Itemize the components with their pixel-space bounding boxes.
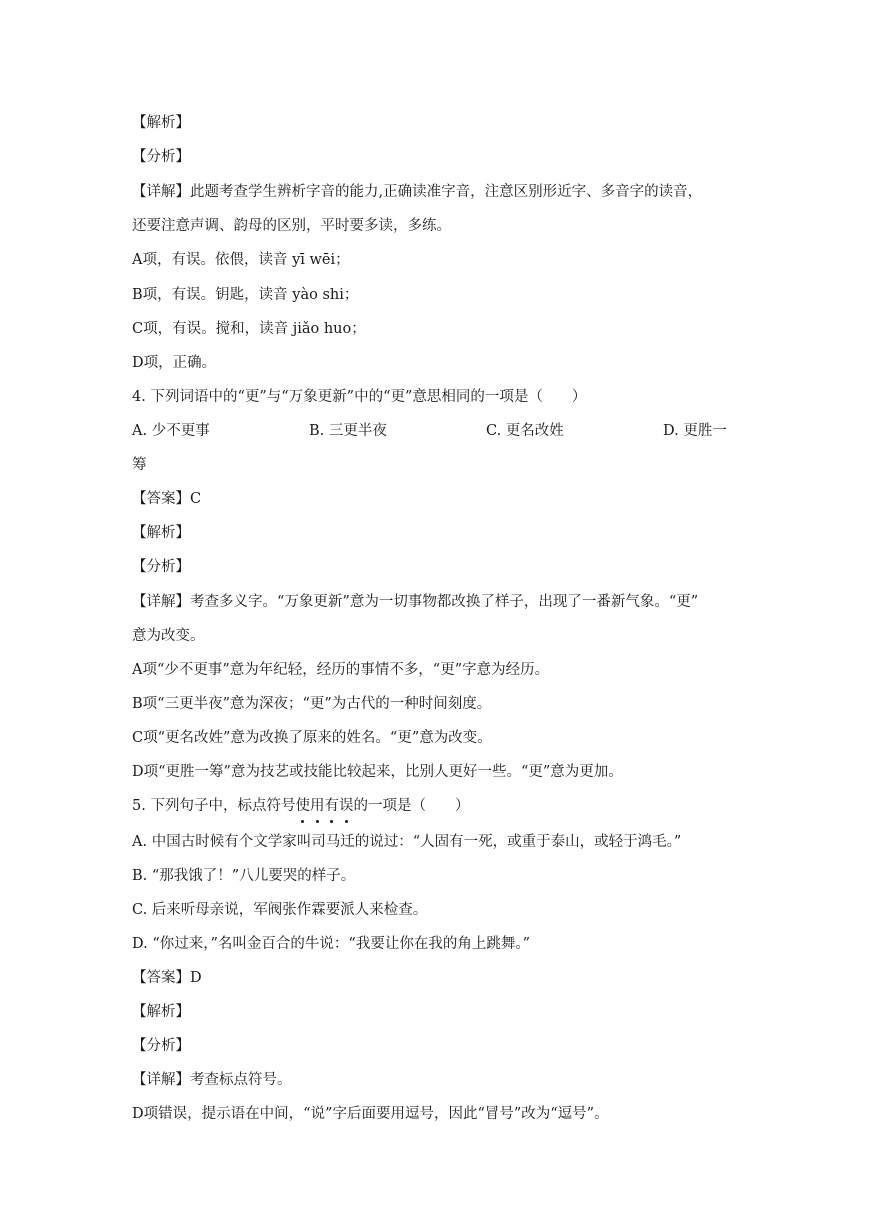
question-4-option-d: D. 更胜一 bbox=[663, 423, 727, 439]
option-explanation-a: A项，有误。依偎，读音 yī wēi； bbox=[132, 252, 350, 268]
question-4-option-a: A. 少不更事 bbox=[132, 423, 210, 439]
detail-paragraph-line: 【详解】考查多义字。“万象更新”意为一切事物都改换了样子，出现了一番新气象。“更” bbox=[132, 594, 699, 610]
question-5-stem-prefix: 5. 下列句子中，标点符号 bbox=[132, 798, 296, 814]
option-explanation-b: B项“三更半夜”意为深夜；“更”为古代的一种时间刻度。 bbox=[132, 696, 492, 712]
emphasis-dotted-char: 使 bbox=[295, 798, 310, 814]
detail-paragraph-line: 【详解】考查标点符号。 bbox=[132, 1072, 292, 1088]
option-explanation-c: C项，有误。搅和，读音 jiǎo huo； bbox=[132, 321, 366, 337]
question-5-option-a: A. 中国古时候有个文学家叫司马迁的说过：“人固有一死，或重于泰山，或轻于鸿毛。” bbox=[132, 834, 682, 850]
section-analysis-heading: 【解析】 bbox=[132, 1004, 190, 1020]
detail-paragraph-line: D项错误，提示语在中间，“说”字后面要用逗号，因此“冒号”改为“逗号”。 bbox=[132, 1106, 609, 1122]
question-5-stem bbox=[132, 796, 469, 816]
answer-line: 【答案】D bbox=[132, 970, 202, 986]
emphasis-dotted-char: 有 bbox=[324, 798, 339, 814]
question-4-stem: 4. 下列词语中的“更”与“万象更新”中的“更”意思相同的一项是（ ） bbox=[132, 389, 587, 405]
question-5-option-d: D. “你过来，”名叫金百合的牛说：“我要让你在我的角上跳舞。” bbox=[132, 936, 530, 952]
section-breakdown-heading: 【分析】 bbox=[132, 1038, 190, 1054]
option-explanation-c: C项“更名改姓”意为改换了原来的姓名。“更”意为改变。 bbox=[132, 730, 492, 746]
option-explanation-a: A项“少不更事”意为年纪轻，经历的事情不多，“更”字意为经历。 bbox=[132, 662, 550, 678]
detail-paragraph-line: 意为改变。 bbox=[132, 628, 205, 644]
section-analysis-heading: 【解析】 bbox=[132, 115, 190, 131]
question-4-option-b: B. 三更半夜 bbox=[309, 423, 387, 439]
detail-paragraph-line: 【详解】此题考查学生辨析字音的能力,正确读准字音，注意区别形近字、多音字的读音， bbox=[132, 184, 703, 200]
emphasis-dotted-char: 误 bbox=[338, 798, 354, 814]
question-4-option-d-continuation: 筹 bbox=[132, 457, 147, 473]
question-5-option-b: B. “那我饿了！”八儿要哭的样子。 bbox=[132, 868, 356, 884]
section-analysis-heading: 【解析】 bbox=[132, 525, 190, 541]
option-explanation-b: B项，有误。钥匙，读音 yào shi； bbox=[132, 287, 359, 303]
section-breakdown-heading: 【分析】 bbox=[132, 559, 190, 575]
section-breakdown-heading: 【分析】 bbox=[132, 149, 190, 165]
emphasis-dotted-char: 用 bbox=[309, 798, 325, 814]
question-5-option-c: C. 后来听母亲说，军阀张作霖要派人来检查。 bbox=[132, 902, 428, 918]
answer-line: 【答案】C bbox=[132, 491, 202, 507]
option-explanation-d: D项“更胜一筹”意为技艺或技能比较起来，比别人更好一些。“更”意为更加。 bbox=[132, 764, 623, 780]
question-5-stem-suffix: 的一项是（ ） bbox=[353, 798, 470, 814]
question-4-option-c: C. 更名改姓 bbox=[486, 423, 564, 439]
option-explanation-d: D项，正确。 bbox=[132, 355, 217, 371]
detail-paragraph-line: 还要注意声调、韵母的区别，平时要多读，多练。 bbox=[132, 218, 451, 234]
